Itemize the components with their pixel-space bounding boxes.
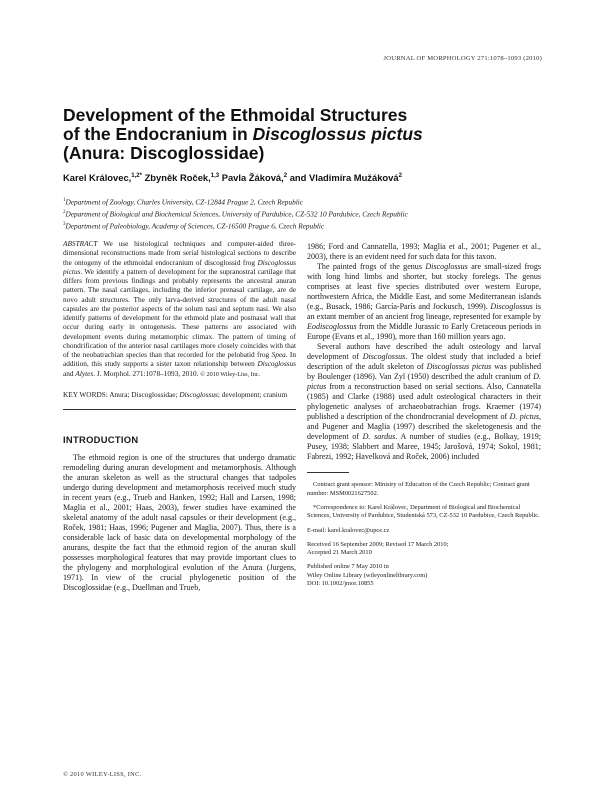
body-species: D. sardus	[362, 432, 396, 442]
abstract-label: ABSTRACT	[63, 239, 98, 248]
abstract-text: We use histological techniques and computer-aided three-dimensional reconstructions made from serial histological sections to describe the ontogeny of the ethmoidal endocranium of discoglossid frog	[63, 239, 296, 267]
abstract-text: and	[63, 368, 76, 378]
keywords-text: KEY WORDS: Anura; Discoglossidae;	[63, 389, 180, 399]
body-text: . A number of studies (e.g., Bolkay, 1919; Pusey, 1938; Slabbert and Maree, 1945; Jarošová, 1974; Sokol, 1981; Fabrezi, 1992; Havelková and Roček, 2006) included	[307, 432, 541, 462]
body-species: Discoglossus pictus	[426, 362, 492, 372]
body-text: Several authors have described the adult osteology and larval development of	[307, 342, 541, 362]
accepted-date: Accepted 21 March 2010	[307, 549, 372, 557]
footnotes	[307, 481, 541, 588]
body-species: D. pictus	[307, 372, 541, 392]
received-dates: Received 16 September 2009; Revised 17 March 2010;	[307, 540, 449, 548]
correspondence-email: E-mail: karel.kralovec@upce.cz	[307, 526, 390, 534]
affiliation-number: 2	[63, 210, 66, 216]
abstract-paragraph	[63, 239, 296, 379]
abstract-rule	[63, 409, 296, 410]
abstract-text: . In addition, this study supports a sister taxon relationship between	[63, 350, 296, 369]
body-genus: Discoglossus	[490, 302, 533, 312]
abstract-species: Discoglossus pictus	[63, 257, 296, 276]
body-text: from the Middle Jurassic to Early Cretaceous periods in Europe (Evans et al., 1990), more than 160 million years ago.	[307, 322, 541, 342]
body-text: is an extant member of an ancient frog lineage, represented for example by	[307, 302, 541, 322]
abstract-genus: Alytes	[75, 368, 94, 378]
abstract-citation: . J. Morphol. 271:1078–1093, 2010.	[93, 368, 201, 378]
intro-paragraph	[307, 262, 541, 342]
title-line-1: Development of the Ethmoidal Structures	[63, 105, 408, 125]
author-name: and Vladimíra Mužáková	[289, 172, 399, 183]
body-text: was published by Boulenger (1896). Van Zyl (1950) described the adult cranium of	[307, 362, 541, 382]
affiliation-item	[63, 208, 553, 220]
grant-footnote: Contract grant sponsor: Ministry of Education of the Czech Republic; Contract grant number: MSM0021627502.	[307, 481, 530, 497]
author-affiliation-mark: 2	[283, 172, 288, 179]
published-online: Published online 7 May 2010 in	[307, 563, 389, 571]
left-column	[63, 239, 296, 593]
affiliation-text: Department of Zoology, Charles University, CZ-12844 Prague 2, Czech Republic	[65, 197, 304, 207]
affiliation-text: Department of Paleobiology, Academy of Sciences, CZ-16500 Prague 6, Czech Republic	[65, 221, 325, 231]
intro-paragraph: The ethmoid region is one of the structures that undergo dramatic remodeling during anuran development and metamorphosis. Although the anuran skeleton as well as the structural changes that tadpoles undergo during development and metamorphosis received much study in recent years (e.g., Trueb and Hanken, 1992; Hall and Larsen, 1998; Maglia et al., 2001; Haas, 2003), fewer studies have examined the skeletal anatomy of the adult nasal capsules or their development (e.g., Roček, 1981; Haas, 1996; Pugener and Maglia, 2007). Thus, there is a considerable lack of basic data on developmental morphology of the anurans, despite the fact that the ethmoid region of the anuran skull possesses morphological features that may provide important clues to the phylogeny and morphological evolution of the Anura (Jurgens, 1971). In view of the crucial phylogenetic position of the Discoglossidae (e.g., Duellman and Trueb,	[63, 453, 296, 593]
author-affiliation-mark: 1,3	[210, 172, 220, 179]
body-text: , and Pugener and Maglia (1997) described the skeletogenesis and the development of	[307, 412, 541, 442]
keywords-line	[63, 390, 296, 399]
body-species: D. pictus	[509, 412, 539, 422]
body-genus: Eodiscoglossus	[307, 322, 357, 332]
keywords-text: ; development; cranium	[217, 389, 288, 399]
intro-paragraph-continued: 1986; Ford and Cannatella, 1993; Maglia et al., 2001; Pugener et al., 2003), there is an evident need for such data for this taxon.	[307, 242, 541, 262]
affiliation-item	[63, 196, 553, 208]
body-text: The painted frogs of the genus	[317, 262, 426, 272]
journal-running-head: JOURNAL OF MORPHOLOGY 271:1078–1093 (2010)	[383, 55, 542, 62]
affiliation-item	[63, 220, 553, 232]
intro-paragraph	[307, 342, 541, 462]
abstract-text: . We identify a pattern of development for the supranostral cartilage that differs from previous findings and probably represents the ancestral anuran pattern. The nasal cartilages, including the inferior prenasal cartilage, are de novo adult structures. The only larva-derived structures of the adult nasal capsules are the posterior aspects of the solum nasi and septum nasi. We also identify patterns of development for the ethmoid plate and postnasal wall that occur during early in ontogenesis. These patterns are associated with development events during metamorphic climax. The pattern of timing of chondrification of the anterior nasal cartilages more closely coincides with that of the neobatrachian species than that recorded for the pelobatid frog	[63, 266, 296, 359]
body-genus: Discoglossus	[425, 262, 468, 272]
affiliation-list	[63, 196, 553, 232]
doi: DOI: 10.1002/jmor.10855	[307, 580, 374, 588]
right-column	[307, 242, 541, 588]
abstract-genus: Discoglossus	[257, 359, 296, 369]
correspondence-footnote: *Correspondence to: Karel Královec, Department of Biological and Biochemical Sciences, University of Pardubice, Studentská 573, CZ-532 10 Pardubice, Czech Republic.	[307, 503, 540, 520]
section-heading-introduction: INTRODUCTION	[63, 434, 139, 446]
wiley-library: Wiley Online Library (wileyonlinelibrary.com)	[307, 571, 428, 579]
body-genus: Discoglossus	[362, 352, 406, 362]
title-species-name: Discoglossus pictus	[252, 124, 423, 144]
body-text: are small-sized frogs with long hind limbs and shorter, but stocky forelegs. The genus comprises at least five species distributed over western Europe, northwestern Africa, the Middle East, and some Mediterranean islands (e.g., Busack, 1986; García-París and Jockusch, 1999).	[307, 262, 541, 312]
author-name: Zbyněk Roček,	[144, 172, 211, 183]
footnote-rule	[307, 472, 349, 473]
title-line-3: (Anura: Discoglossidae)	[63, 143, 265, 163]
keyword-genus: Discoglossus	[179, 389, 218, 399]
author-name: Pavla Žáková,	[221, 172, 284, 183]
author-list	[63, 172, 543, 183]
author-affiliation-mark: 1,2*	[131, 172, 142, 179]
title-line-2-prefix: of the Endocranium in	[63, 124, 253, 144]
body-text: . The oldest study that included a brief description of the adult skeleton of	[307, 352, 541, 372]
abstract-genus: Spea	[271, 350, 286, 359]
article-title	[63, 106, 543, 163]
body-text: from a reconstruction based on serial sections. Also, Cannatella (1985) and Clarke (1988) used adult osteological characters in their phylogenetic analyses of archaeobatrachian frogs. Kraemer (1974) published a description of the chondrocranial development of	[307, 382, 541, 422]
affiliation-number: 1	[63, 198, 66, 203]
publisher-copyright: © 2010 WILEY-LISS, INC.	[63, 771, 142, 778]
author-affiliation-mark: 2	[398, 172, 402, 179]
author-name: Karel Královec,	[63, 172, 132, 183]
abstract-copyright: © 2010 Wiley-Liss, Inc.	[200, 370, 261, 378]
affiliation-number: 3	[63, 222, 66, 228]
affiliation-text: Department of Biological and Biochemical Sciences, University of Pardubice, CZ-532 10 Pardubice, Czech Republic	[65, 209, 408, 219]
